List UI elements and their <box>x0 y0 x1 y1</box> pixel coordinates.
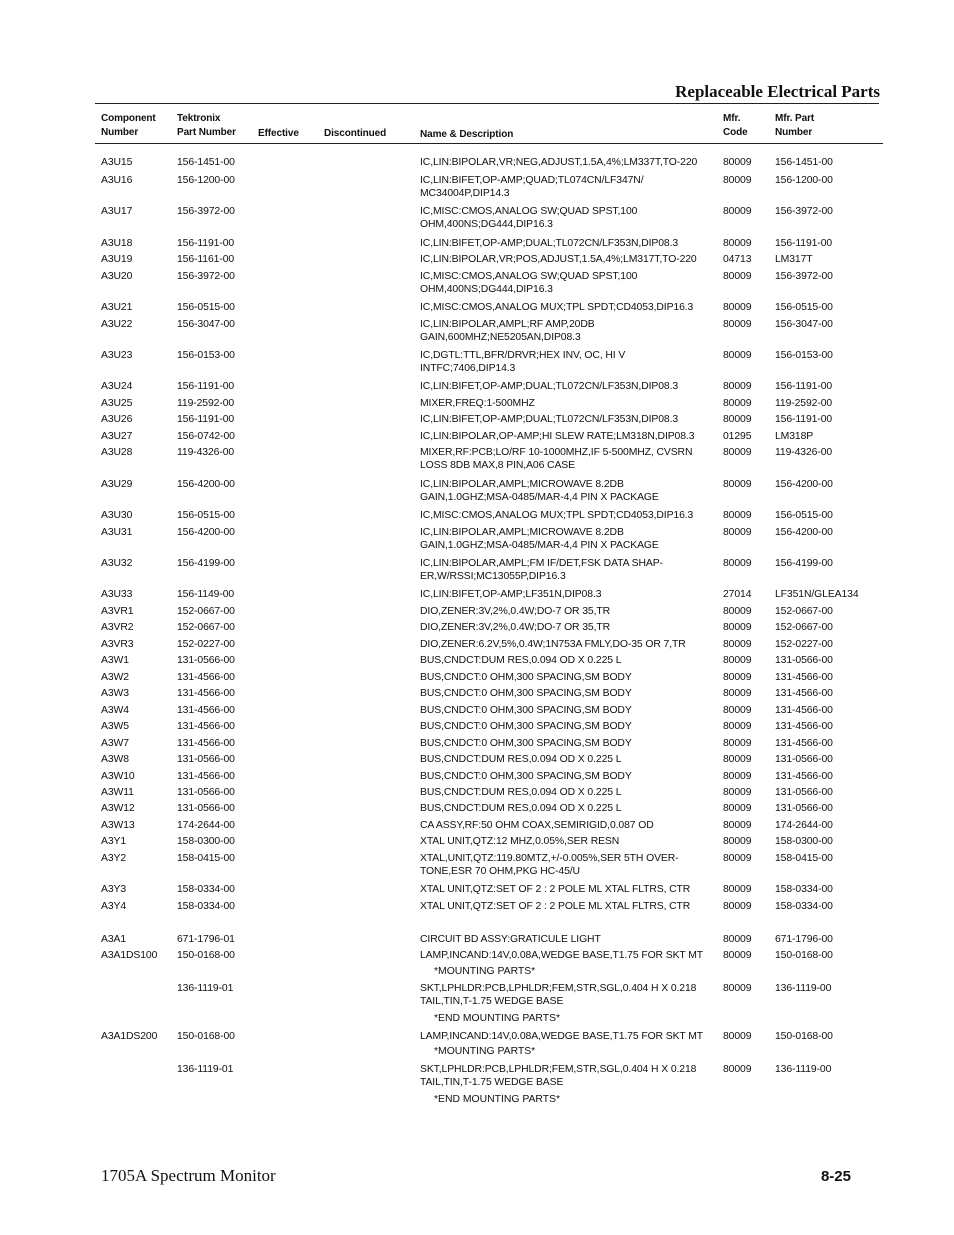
mfr-part-number: 158-0334-00 <box>775 901 833 912</box>
mfr-part-number: 136-1119-00 <box>775 983 832 994</box>
mfr-part-number: 131-4566-00 <box>775 771 833 782</box>
mfr-part-number: 131-0566-00 <box>775 754 833 765</box>
col-header-discontinued: Discontinued <box>324 128 387 139</box>
mfr-part-number: LF351N/GLEA134 <box>775 589 859 600</box>
component-number: A3W10 <box>101 771 135 782</box>
component-number: A3W2 <box>101 672 129 683</box>
part-number: 156-4200-00 <box>177 527 235 538</box>
part-number: 152-0667-00 <box>177 606 235 617</box>
mfr-code: 80009 <box>723 721 752 732</box>
description: IC,DGTL:TTL,BFR/DRVR;HEX INV, OC, HI V INTFC;7406,DIP14.3 <box>420 350 626 375</box>
mfr-part-number: 156-1451-00 <box>775 157 833 168</box>
mfr-code: 80009 <box>723 271 752 282</box>
component-number: A3W1 <box>101 655 129 666</box>
mfr-code: 80009 <box>723 688 752 699</box>
mfr-part-number: 158-0415-00 <box>775 853 833 864</box>
part-number: 156-4199-00 <box>177 558 235 569</box>
mfr-part-number: 119-2592-00 <box>775 398 833 409</box>
part-number: 158-0300-00 <box>177 836 235 847</box>
part-number: 131-4566-00 <box>177 771 235 782</box>
page-number: 8-25 <box>820 1168 851 1185</box>
part-number: 119-4326-00 <box>177 447 235 458</box>
mfr-code: 80009 <box>723 606 752 617</box>
description: BUS,CNDCT:0 OHM,300 SPACING,SM BODY <box>420 705 632 716</box>
part-number: 136-1119-01 <box>177 1064 234 1075</box>
mfr-code: 80009 <box>723 558 752 569</box>
description: XTAL,UNIT,QTZ:119.80MTZ,+/-0.005%,SER 5TH OVER- TONE,ESR 70 OHM,PKG HC-45/U <box>420 853 679 878</box>
mfr-code: 80009 <box>723 853 752 864</box>
col-header-part: Tektronix Part Number <box>177 113 236 138</box>
description: IC,LIN:BIFET,OP-AMP;DUAL;TL072CN/LF353N,DIP08.3 <box>420 414 679 425</box>
part-number: 156-0515-00 <box>177 302 235 313</box>
part-number: 150-0168-00 <box>177 1031 235 1042</box>
mfr-code: 80009 <box>723 655 752 666</box>
part-number: 156-1161-00 <box>177 254 235 265</box>
description: BUS,CNDCT:DUM RES,0.094 OD X 0.225 L <box>420 803 622 814</box>
component-number: A3U31 <box>101 527 133 538</box>
part-number: 156-3972-00 <box>177 206 235 217</box>
mfr-code: 80009 <box>723 527 752 538</box>
part-number: 156-0515-00 <box>177 510 235 521</box>
part-number: 156-0742-00 <box>177 431 235 442</box>
part-number: 156-3972-00 <box>177 271 235 282</box>
mfr-part-number: 152-0667-00 <box>775 622 833 633</box>
mfr-code: 80009 <box>723 1031 752 1042</box>
description: BUS,CNDCT:DUM RES,0.094 OD X 0.225 L <box>420 655 622 666</box>
mfr-part-number: 156-4199-00 <box>775 558 833 569</box>
mfr-part-number: 131-4566-00 <box>775 721 833 732</box>
description: SKT,LPHLDR:PCB,LPHLDR;FEM,STR,SGL,0.404 H X 0.218 TAIL,TIN,T-1.75 WEDGE BASE <box>420 983 697 1008</box>
description: IC,LIN:BIPOLAR,VR;POS,ADJUST,1.5A,4%;LM317T,TO-220 <box>420 254 697 265</box>
component-number: A3U22 <box>101 319 133 330</box>
component-number: A3W11 <box>101 787 134 798</box>
description: BUS,CNDCT:0 OHM,300 SPACING,SM BODY <box>420 771 632 782</box>
component-number: A3Y4 <box>101 901 127 912</box>
component-number: A3U17 <box>101 206 133 217</box>
description: MIXER,FREQ:1-500MHZ <box>420 398 535 409</box>
mfr-code: 80009 <box>723 510 752 521</box>
col-header-description: Name & Description <box>420 129 514 140</box>
note-mounting-parts-1: *MOUNTING PARTS* <box>434 966 536 977</box>
mfr-part-number: 158-0334-00 <box>775 884 833 895</box>
component-number: A3W12 <box>101 803 135 814</box>
description: BUS,CNDCT:0 OHM,300 SPACING,SM BODY <box>420 721 632 732</box>
col-header-effective: Effective <box>258 128 299 139</box>
description: IC,LIN:BIPOLAR,AMPL;MICROWAVE 8.2DB GAIN,1.0GHZ;MSA-0485/MAR-4,4 PIN X PACKAGE <box>420 479 659 504</box>
mfr-code: 80009 <box>723 302 752 313</box>
mfr-code: 80009 <box>723 705 752 716</box>
part-number: 156-3047-00 <box>177 319 235 330</box>
component-number: A3U33 <box>101 589 133 600</box>
component-number: A3W3 <box>101 688 129 699</box>
component-number: A3U19 <box>101 254 133 265</box>
part-number: 131-4566-00 <box>177 705 235 716</box>
mfr-code: 80009 <box>723 771 752 782</box>
mfr-code: 80009 <box>723 479 752 490</box>
component-number: A3W4 <box>101 705 129 716</box>
part-number: 131-4566-00 <box>177 738 235 749</box>
description: IC,MISC:CMOS,ANALOG SW;QUAD SPST,100 OHM,400NS;DG444,DIP16.3 <box>420 271 638 296</box>
mfr-code: 80009 <box>723 983 752 994</box>
mfr-code: 80009 <box>723 884 752 895</box>
description: XTAL UNIT,QTZ:SET OF 2 : 2 POLE ML XTAL FLTRS, CTR <box>420 901 691 912</box>
part-number: 156-1451-00 <box>177 157 235 168</box>
mfr-part-number: 150-0168-00 <box>775 950 833 961</box>
mfr-part-number: 131-4566-00 <box>775 672 833 683</box>
mfr-code: 80009 <box>723 672 752 683</box>
part-number: 131-4566-00 <box>177 672 235 683</box>
description: XTAL UNIT,QTZ:12 MHZ,0.05%,SER RESN <box>420 836 620 847</box>
description: BUS,CNDCT:DUM RES,0.094 OD X 0.225 L <box>420 787 622 798</box>
description: BUS,CNDCT:0 OHM,300 SPACING,SM BODY <box>420 688 632 699</box>
mfr-part-number: 158-0300-00 <box>775 836 833 847</box>
component-number: A3W13 <box>101 820 135 831</box>
mfr-code: 80009 <box>723 206 752 217</box>
mfr-part-number: 131-0566-00 <box>775 787 833 798</box>
description: IC,MISC:CMOS,ANALOG MUX;TPL SPDT;CD4053,DIP16.3 <box>420 510 694 521</box>
description: IC,LIN:BIFET,OP-AMP;QUAD;TL074CN/LF347N/ MC34004P,DIP14.3 <box>420 175 644 200</box>
mfr-part-number: 150-0168-00 <box>775 1031 833 1042</box>
part-number: 152-0227-00 <box>177 639 235 650</box>
mfr-code: 80009 <box>723 639 752 650</box>
component-number: A3U21 <box>101 302 133 313</box>
part-number: 131-0566-00 <box>177 803 235 814</box>
mfr-part-number: 156-0515-00 <box>775 302 833 313</box>
mfr-part-number: 152-0667-00 <box>775 606 833 617</box>
mfr-code: 80009 <box>723 381 752 392</box>
part-number: 156-4200-00 <box>177 479 235 490</box>
part-number: 131-0566-00 <box>177 655 235 666</box>
mfr-part-number: 156-3972-00 <box>775 206 833 217</box>
part-number: 156-1191-00 <box>177 238 235 249</box>
part-number: 156-1200-00 <box>177 175 235 186</box>
component-number: A3W8 <box>101 754 129 765</box>
note-end-mounting-parts-2: *END MOUNTING PARTS* <box>434 1094 561 1105</box>
mfr-code: 80009 <box>723 447 752 458</box>
part-number: 671-1796-01 <box>177 934 235 945</box>
mfr-part-number: 131-4566-00 <box>775 688 833 699</box>
part-number: 156-1191-00 <box>177 414 235 425</box>
component-number: A3U23 <box>101 350 133 361</box>
part-number: 152-0667-00 <box>177 622 235 633</box>
mfr-code: 80009 <box>723 950 752 961</box>
description: IC,LIN:BIPOLAR,AMPL;MICROWAVE 8.2DB GAIN,1.0GHZ;MSA-0485/MAR-4,4 PIN X PACKAGE <box>420 527 659 552</box>
mfr-code: 27014 <box>723 589 752 600</box>
mfr-part-number: 156-1200-00 <box>775 175 833 186</box>
col-header-mfr-part: Mfr. Part Number <box>775 113 815 138</box>
mfr-part-number: 156-1191-00 <box>775 414 833 425</box>
part-number: 158-0415-00 <box>177 853 235 864</box>
footer-title: 1705A Spectrum Monitor <box>101 1166 276 1185</box>
component-number: A3U26 <box>101 414 133 425</box>
description: IC,MISC:CMOS,ANALOG MUX;TPL SPDT;CD4053,DIP16.3 <box>420 302 694 313</box>
mfr-part-number: 174-2644-00 <box>775 820 833 831</box>
component-number: A3A1DS200 <box>101 1031 158 1042</box>
mfr-code: 80009 <box>723 1064 752 1075</box>
mfr-part-number: LM317T <box>775 254 813 265</box>
mfr-code: 80009 <box>723 414 752 425</box>
part-number: 136-1119-01 <box>177 983 234 994</box>
component-number: A3Y2 <box>101 853 127 864</box>
description: BUS,CNDCT:0 OHM,300 SPACING,SM BODY <box>420 738 632 749</box>
mfr-part-number: 131-0566-00 <box>775 803 833 814</box>
description: IC,LIN:BIPOLAR,AMPL;FM IF/DET,FSK DATA SHAP- ER,W/RSSI;MC13055P,DIP16.3 <box>420 558 663 583</box>
component-number: A3VR2 <box>101 622 134 633</box>
component-number: A3U16 <box>101 175 133 186</box>
part-number: 158-0334-00 <box>177 901 235 912</box>
description: CIRCUIT BD ASSY:GRATICULE LIGHT <box>420 934 601 945</box>
description: CA ASSY,RF:50 OHM COAX,SEMIRIGID,0.087 OD <box>420 820 654 831</box>
description: IC,LIN:BIPOLAR,OP-AMP;HI SLEW RATE;LM318N,DIP08.3 <box>420 431 695 442</box>
mfr-part-number: 156-4200-00 <box>775 479 833 490</box>
description: IC,LIN:BIPOLAR,AMPL;RF AMP,20DB GAIN,600MHZ;NE5205AN,DIP08.3 <box>420 319 595 344</box>
mfr-code: 80009 <box>723 738 752 749</box>
component-number: A3Y1 <box>101 836 127 847</box>
description: DIO,ZENER:3V,2%,0.4W;DO-7 OR 35,TR <box>420 606 611 617</box>
mfr-part-number: 156-3972-00 <box>775 271 833 282</box>
component-number: A3U18 <box>101 238 133 249</box>
component-number: A3U15 <box>101 157 133 168</box>
mfr-code: 80009 <box>723 820 752 831</box>
component-number: A3A1 <box>101 934 127 945</box>
mfr-code: 80009 <box>723 787 752 798</box>
component-number: A3W5 <box>101 721 129 732</box>
note-mounting-parts-2: *MOUNTING PARTS* <box>434 1046 536 1057</box>
part-number: 131-4566-00 <box>177 688 235 699</box>
mfr-part-number: 156-0515-00 <box>775 510 833 521</box>
part-number: 156-1191-00 <box>177 381 235 392</box>
mfr-part-number: LM318P <box>775 431 814 442</box>
component-number: A3U20 <box>101 271 133 282</box>
description: DIO,ZENER:6.2V,5%,0.4W;1N753A FMLY,DO-35 OR 7,TR <box>420 639 686 650</box>
mfr-code: 01295 <box>723 431 752 442</box>
col-header-code: Mfr. Code <box>723 113 748 138</box>
component-number: A3VR3 <box>101 639 134 650</box>
mfr-code: 80009 <box>723 622 752 633</box>
part-number: 158-0334-00 <box>177 884 235 895</box>
mfr-code: 80009 <box>723 350 752 361</box>
description: SKT,LPHLDR:PCB,LPHLDR;FEM,STR,SGL,0.404 H X 0.218 TAIL,TIN,T-1.75 WEDGE BASE <box>420 1064 697 1089</box>
mfr-code: 80009 <box>723 238 752 249</box>
description: DIO,ZENER:3V,2%,0.4W;DO-7 OR 35,TR <box>420 622 611 633</box>
mfr-part-number: 156-1191-00 <box>775 381 833 392</box>
description: IC,LIN:BIFET,OP-AMP;DUAL;TL072CN/LF353N,DIP08.3 <box>420 381 679 392</box>
description: IC,LIN:BIFET,OP-AMP;DUAL;TL072CN/LF353N,DIP08.3 <box>420 238 679 249</box>
component-number: A3U32 <box>101 558 133 569</box>
mfr-code: 04713 <box>723 254 752 265</box>
description: IC,LIN:BIFET,OP-AMP;LF351N,DIP08.3 <box>420 589 602 600</box>
mfr-part-number: 156-1191-00 <box>775 238 833 249</box>
description: LAMP,INCAND:14V,0.08A,WEDGE BASE,T1.75 FOR SKT MT <box>420 950 704 961</box>
description: BUS,CNDCT:0 OHM,300 SPACING,SM BODY <box>420 672 632 683</box>
mfr-part-number: 131-0566-00 <box>775 655 833 666</box>
description: BUS,CNDCT:DUM RES,0.094 OD X 0.225 L <box>420 754 622 765</box>
part-number: 131-0566-00 <box>177 787 235 798</box>
mfr-part-number: 156-0153-00 <box>775 350 833 361</box>
mfr-code: 80009 <box>723 836 752 847</box>
part-number: 150-0168-00 <box>177 950 235 961</box>
part-number: 119-2592-00 <box>177 398 235 409</box>
component-number: A3VR1 <box>101 606 134 617</box>
mfr-code: 80009 <box>723 901 752 912</box>
mfr-part-number: 136-1119-00 <box>775 1064 832 1075</box>
component-number: A3U24 <box>101 381 133 392</box>
mfr-part-number: 131-4566-00 <box>775 738 833 749</box>
mfr-part-number: 156-3047-00 <box>775 319 833 330</box>
part-number: 156-0153-00 <box>177 350 235 361</box>
mfr-part-number: 156-4200-00 <box>775 527 833 538</box>
part-number: 156-1149-00 <box>177 589 235 600</box>
mfr-part-number: 152-0227-00 <box>775 639 833 650</box>
col-header-component: Component Number <box>101 113 156 138</box>
note-end-mounting-parts-1: *END MOUNTING PARTS* <box>434 1013 561 1024</box>
part-number: 174-2644-00 <box>177 820 235 831</box>
description: XTAL UNIT,QTZ:SET OF 2 : 2 POLE ML XTAL FLTRS, CTR <box>420 884 691 895</box>
description: IC,LIN:BIPOLAR,VR;NEG,ADJUST,1.5A,4%;LM337T,TO-220 <box>420 157 698 168</box>
description: LAMP,INCAND:14V,0.08A,WEDGE BASE,T1.75 FOR SKT MT <box>420 1031 704 1042</box>
component-number: A3U25 <box>101 398 133 409</box>
component-number: A3W7 <box>101 738 129 749</box>
mfr-code: 80009 <box>723 319 752 330</box>
description: IC,MISC:CMOS,ANALOG SW;QUAD SPST,100 OHM,400NS;DG444,DIP16.3 <box>420 206 638 231</box>
mfr-code: 80009 <box>723 175 752 186</box>
component-number: A3A1DS100 <box>101 950 158 961</box>
mfr-code: 80009 <box>723 803 752 814</box>
part-number: 131-0566-00 <box>177 754 235 765</box>
mfr-code: 80009 <box>723 157 752 168</box>
mfr-part-number: 131-4566-00 <box>775 705 833 716</box>
component-number: A3U29 <box>101 479 133 490</box>
component-number: A3Y3 <box>101 884 127 895</box>
description: MIXER,RF:PCB;LO/RF 10-1000MHZ,IF 5-500MHZ, CVSRN LOSS 8DB MAX,8 PIN,A06 CASE <box>420 447 693 472</box>
part-number: 131-4566-00 <box>177 721 235 732</box>
mfr-code: 80009 <box>723 754 752 765</box>
component-number: A3U27 <box>101 431 133 442</box>
mfr-code: 80009 <box>723 398 752 409</box>
component-number: A3U28 <box>101 447 133 458</box>
mfr-part-number: 119-4326-00 <box>775 447 833 458</box>
section-title: Replaceable Electrical Parts <box>675 82 880 101</box>
component-number: A3U30 <box>101 510 133 521</box>
mfr-code: 80009 <box>723 934 752 945</box>
mfr-part-number: 671-1796-00 <box>775 934 833 945</box>
